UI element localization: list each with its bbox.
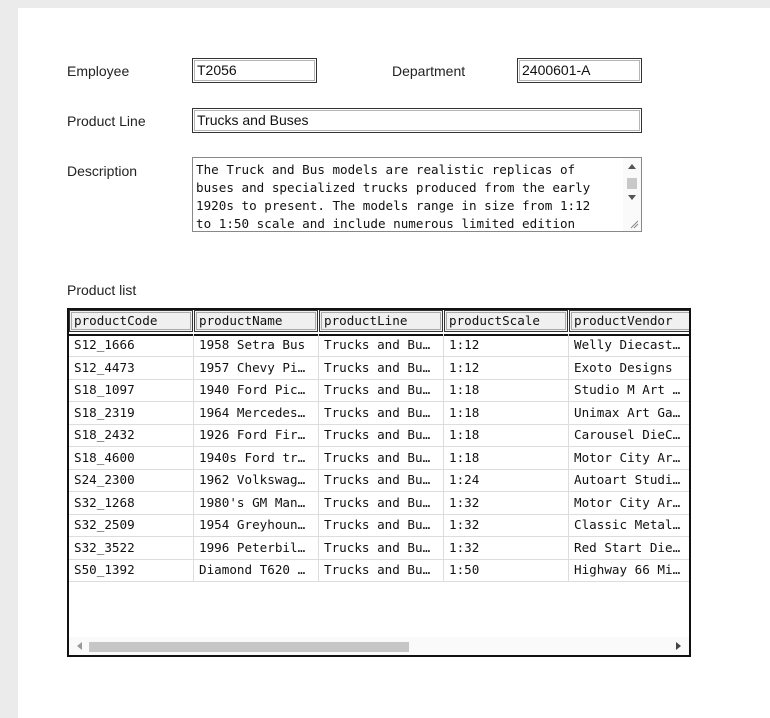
column-header-productname[interactable]: productName xyxy=(194,310,318,332)
cell-productcode: S50_1392 xyxy=(69,559,194,581)
description-line: 1920s to present. The models range in size from 1:12 xyxy=(196,198,591,213)
cell-productline: Trucks and Bu… xyxy=(319,514,444,536)
cell-productvendor: Highway 66 Mi… xyxy=(569,559,691,581)
cell-productline: Trucks and Bu… xyxy=(319,492,444,514)
description-textarea[interactable] xyxy=(192,157,642,232)
cell-productname: 1980's GM Man… xyxy=(194,492,319,514)
cell-productcode: S12_1666 xyxy=(69,334,194,356)
cell-productname: Diamond T620 … xyxy=(194,559,319,581)
chevron-left-icon[interactable] xyxy=(77,642,82,650)
description-line: to 1:50 scale and include numerous limited edition xyxy=(196,216,576,230)
chevron-down-icon[interactable] xyxy=(628,195,636,200)
column-header-productvendor[interactable]: productVendor xyxy=(569,310,691,332)
cell-productline: Trucks and Bu… xyxy=(319,559,444,581)
table-row[interactable] xyxy=(69,447,689,470)
table-row[interactable] xyxy=(69,492,689,515)
column-header-productscale[interactable]: productScale xyxy=(444,310,568,332)
cell-productscale: 1:32 xyxy=(444,492,569,514)
description-text xyxy=(196,161,621,230)
table-row[interactable] xyxy=(69,514,689,537)
table-row[interactable] xyxy=(69,334,689,357)
cell-productscale: 1:18 xyxy=(444,447,569,469)
cell-productvendor: Studio M Art … xyxy=(569,379,691,401)
cell-productscale: 1:12 xyxy=(444,357,569,379)
cell-productline: Trucks and Bu… xyxy=(319,424,444,446)
department-value: 2400601-A xyxy=(522,62,591,78)
product-list-label: Product list xyxy=(67,282,137,298)
report-page xyxy=(18,8,770,718)
cell-productline: Trucks and Bu… xyxy=(319,537,444,559)
table-scroll-thumb[interactable] xyxy=(89,642,409,652)
cell-productvendor: Welly Diecast… xyxy=(569,334,691,356)
column-header-productcode[interactable]: productCode xyxy=(69,310,193,332)
cell-productcode: S12_4473 xyxy=(69,357,194,379)
cell-productname: 1926 Ford Fir… xyxy=(194,424,319,446)
chevron-up-icon[interactable] xyxy=(628,164,636,169)
cell-productscale: 1:18 xyxy=(444,424,569,446)
cell-productcode: S24_2300 xyxy=(69,469,194,491)
cell-productname: 1954 Greyhoun… xyxy=(194,514,319,536)
cell-productline: Trucks and Bu… xyxy=(319,469,444,491)
table-row[interactable] xyxy=(69,469,689,492)
table-row[interactable] xyxy=(69,379,689,402)
cell-productvendor: Carousel DieC… xyxy=(569,424,691,446)
cell-productcode: S18_4600 xyxy=(69,447,194,469)
cell-productline: Trucks and Bu… xyxy=(319,357,444,379)
cell-productline: Trucks and Bu… xyxy=(319,402,444,424)
resize-grip-icon[interactable] xyxy=(629,219,639,229)
cell-productcode: S32_1268 xyxy=(69,492,194,514)
table-horizontal-scrollbar[interactable] xyxy=(69,637,689,655)
cell-productname: 1962 Volkswag… xyxy=(194,469,319,491)
table-row[interactable] xyxy=(69,424,689,447)
cell-productscale: 1:32 xyxy=(444,514,569,536)
cell-productname: 1958 Setra Bus xyxy=(194,334,319,356)
employee-value: T2056 xyxy=(197,62,237,78)
description-line: buses and specialized trucks produced from the early xyxy=(196,180,591,195)
employee-label: Employee xyxy=(67,63,130,79)
table-row[interactable] xyxy=(69,402,689,425)
cell-productscale: 1:24 xyxy=(444,469,569,491)
table-row[interactable] xyxy=(69,537,689,560)
chevron-right-icon[interactable] xyxy=(676,642,681,650)
cell-productvendor: Motor City Ar… xyxy=(569,447,691,469)
cell-productvendor: Red Start Die… xyxy=(569,537,691,559)
table-row[interactable] xyxy=(69,559,689,582)
description-label: Description xyxy=(67,163,138,179)
description-scroll-thumb[interactable] xyxy=(627,178,637,189)
product-line-value: Trucks and Buses xyxy=(197,112,309,128)
department-label: Department xyxy=(392,63,466,79)
product-list-table[interactable] xyxy=(67,308,691,657)
table-row[interactable] xyxy=(69,357,689,380)
cell-productvendor: Exoto Designs xyxy=(569,357,691,379)
column-header-productline[interactable]: productLine xyxy=(319,310,443,332)
cell-productvendor: Autoart Studi… xyxy=(569,469,691,491)
cell-productline: Trucks and Bu… xyxy=(319,447,444,469)
cell-productcode: S18_2432 xyxy=(69,424,194,446)
cell-productscale: 1:32 xyxy=(444,537,569,559)
cell-productscale: 1:50 xyxy=(444,559,569,581)
cell-productname: 1940s Ford tr… xyxy=(194,447,319,469)
product-line-field[interactable] xyxy=(192,108,642,133)
cell-productvendor: Motor City Ar… xyxy=(569,492,691,514)
cell-productname: 1957 Chevy Pi… xyxy=(194,357,319,379)
cell-productscale: 1:18 xyxy=(444,402,569,424)
cell-productcode: S32_3522 xyxy=(69,537,194,559)
cell-productname: 1996 Peterbil… xyxy=(194,537,319,559)
cell-productcode: S18_2319 xyxy=(69,402,194,424)
cell-productcode: S32_2509 xyxy=(69,514,194,536)
employee-field[interactable] xyxy=(192,58,317,83)
table-header xyxy=(69,310,689,336)
product-line-label: Product Line xyxy=(67,113,146,129)
cell-productcode: S18_1097 xyxy=(69,379,194,401)
cell-productname: 1964 Mercedes… xyxy=(194,402,319,424)
cell-productline: Trucks and Bu… xyxy=(319,379,444,401)
cell-productline: Trucks and Bu… xyxy=(319,334,444,356)
cell-productscale: 1:12 xyxy=(444,334,569,356)
cell-productvendor: Unimax Art Ga… xyxy=(569,402,691,424)
department-field[interactable] xyxy=(517,58,642,83)
cell-productname: 1940 Ford Pic… xyxy=(194,379,319,401)
cell-productvendor: Classic Metal… xyxy=(569,514,691,536)
cell-productscale: 1:18 xyxy=(444,379,569,401)
description-line: The Truck and Bus models are realistic replicas of xyxy=(196,162,576,177)
